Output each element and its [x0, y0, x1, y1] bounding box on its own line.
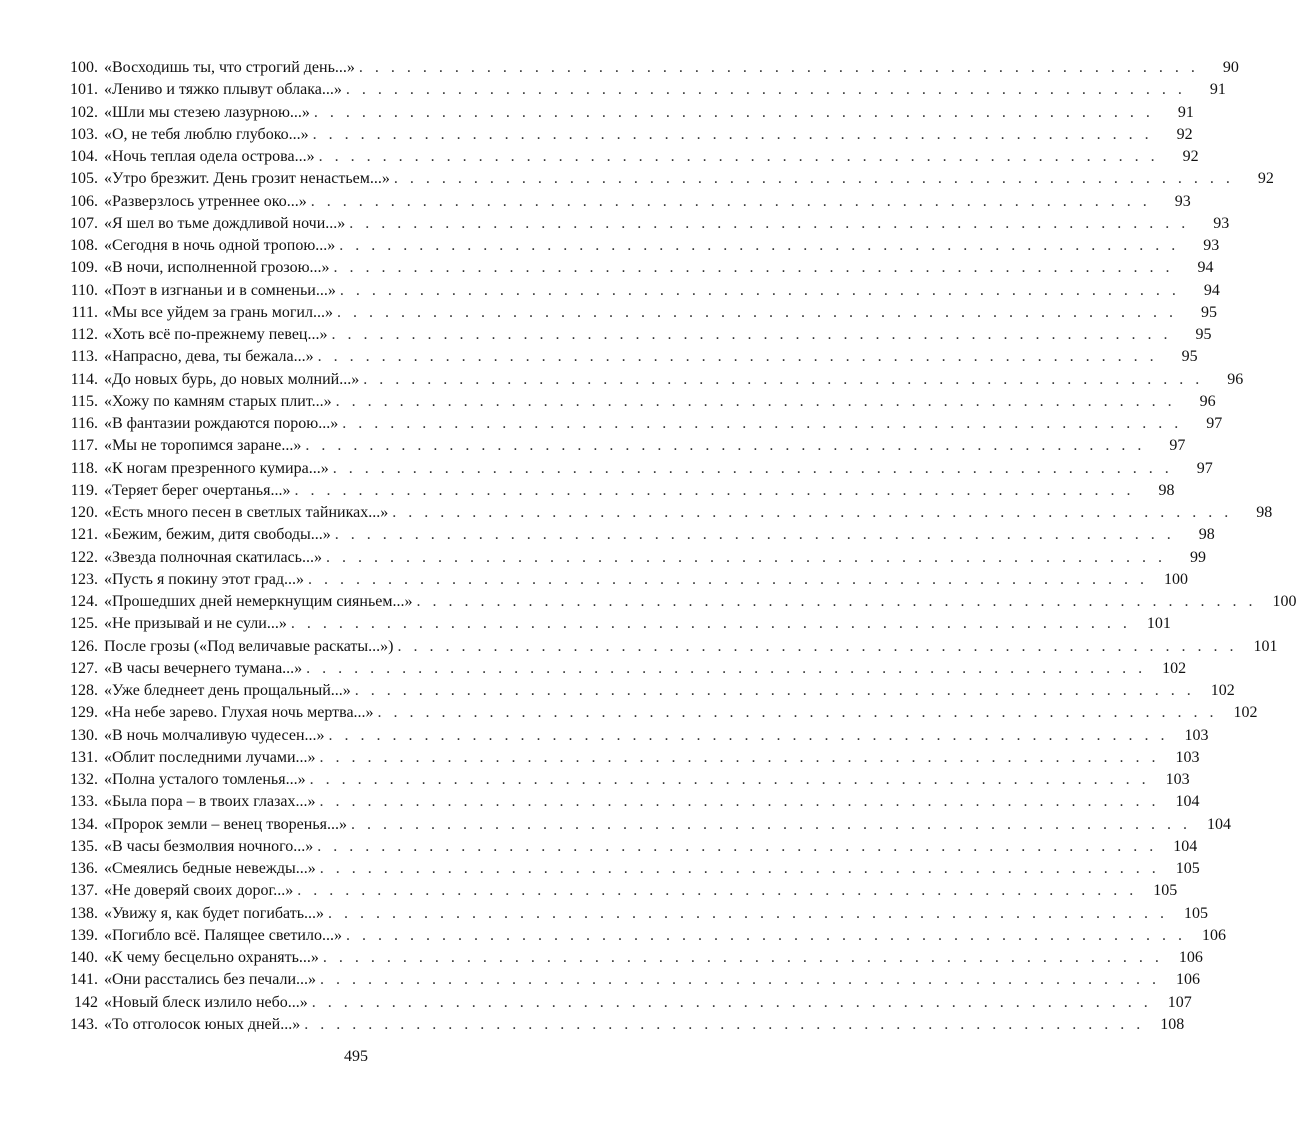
toc-entry — [56, 880, 1178, 902]
entry-page: 97 — [1169, 437, 1186, 455]
entry-number: 122. — [70, 548, 98, 566]
toc-entry — [56, 324, 1212, 346]
entry-title: «Теряет берег очертанья...» — [104, 481, 291, 499]
toc-entry — [56, 613, 1171, 635]
entry-page: 93 — [1174, 192, 1191, 210]
entry-title: «Утро брезжит. День грозит ненастьем...» — [104, 170, 390, 188]
entry-title: «Погибло всё. Палящее светило...» — [104, 926, 342, 944]
entry-number: 113. — [70, 348, 98, 366]
toc-entry — [56, 680, 1235, 702]
dot-leader — [337, 302, 1177, 324]
toc-entry — [56, 836, 1198, 858]
toc-entry — [56, 57, 1239, 79]
dot-leader — [336, 391, 1176, 413]
entry-number: 118. — [70, 459, 98, 477]
entry-number: 132. — [70, 771, 98, 789]
entry-page: 104 — [1173, 837, 1198, 855]
toc-entry — [56, 213, 1230, 235]
toc-entry — [56, 524, 1215, 546]
dot-leader — [335, 524, 1175, 546]
entry-title: «Прошедших дней немеркнущим сияньем...» — [104, 593, 413, 611]
entry-page: 103 — [1165, 771, 1190, 789]
entry-number: 131. — [70, 748, 98, 766]
entry-page: 106 — [1176, 971, 1201, 989]
dot-leader — [304, 1014, 1144, 1036]
entry-page: 95 — [1200, 303, 1217, 321]
dot-leader — [340, 280, 1180, 302]
dot-leader — [394, 168, 1234, 190]
entry-title: «Поэт в изгнаньи и в сомненьи...» — [104, 281, 336, 299]
entry-title: «Увижу я, как будет погибать...» — [104, 904, 325, 922]
entry-page: 99 — [1189, 548, 1206, 566]
toc-entry — [56, 369, 1244, 391]
entry-number: 138. — [70, 904, 98, 922]
entry-number: 134. — [70, 815, 98, 833]
entry-number: 133. — [70, 793, 98, 811]
entry-page: 91 — [1177, 103, 1194, 121]
entry-title: «К ногам презренного кумира...» — [104, 459, 329, 477]
toc-entry — [56, 235, 1220, 257]
entry-page: 98 — [1198, 526, 1215, 544]
entry-title: «Полна усталого томленья...» — [104, 771, 306, 789]
dot-leader — [314, 102, 1154, 124]
toc-entry — [56, 480, 1175, 502]
entry-title: После грозы («Под величавые раскаты...») — [104, 637, 394, 655]
toc-entry — [56, 725, 1209, 747]
dot-leader — [378, 702, 1218, 724]
table-of-contents — [56, 57, 1297, 1036]
toc-entry — [56, 969, 1201, 991]
dot-leader — [331, 324, 1171, 346]
dot-leader — [417, 591, 1257, 613]
toc-entry — [56, 636, 1278, 658]
toc-entry — [56, 858, 1200, 880]
dot-leader — [320, 791, 1160, 813]
toc-entry — [56, 458, 1213, 480]
dot-leader — [398, 636, 1238, 658]
entry-number: 109. — [70, 259, 98, 277]
entry-page: 101 — [1253, 637, 1278, 655]
toc-entry — [56, 658, 1187, 680]
dot-leader — [306, 658, 1146, 680]
entry-number: 112. — [70, 326, 98, 344]
toc-entry — [56, 413, 1223, 435]
entry-title: «Восходишь ты, что строгий день...» — [104, 59, 355, 77]
entry-page: 98 — [1158, 481, 1175, 499]
page-number: 495 — [344, 1048, 368, 1065]
entry-number: 124. — [70, 593, 98, 611]
entry-page: 100 — [1164, 570, 1188, 588]
toc-entry — [56, 391, 1216, 413]
entry-page: 108 — [1160, 1015, 1185, 1033]
entry-title: «В ночи, исполненной грозою...» — [104, 259, 330, 277]
dot-leader — [355, 680, 1195, 702]
entry-title: «Не доверяй своих дорог...» — [104, 882, 294, 900]
toc-entry — [56, 280, 1220, 302]
dot-leader — [328, 903, 1168, 925]
entry-number: 135. — [70, 837, 98, 855]
entry-page: 91 — [1209, 81, 1226, 99]
toc-entry — [56, 702, 1258, 724]
dot-leader — [320, 747, 1160, 769]
toc-entry — [56, 947, 1203, 969]
entry-number: 129. — [70, 704, 98, 722]
dot-leader — [349, 213, 1189, 235]
entry-title: «Новый блеск излило небо...» — [104, 993, 308, 1011]
entry-page: 98 — [1256, 504, 1273, 522]
dot-leader — [311, 191, 1151, 213]
entry-number: 117. — [70, 437, 98, 455]
entry-page: 90 — [1222, 59, 1239, 77]
entry-title: «Была пора – в твоих глазах...» — [104, 793, 316, 811]
entry-title: «Уже бледнеет день прощальный...» — [104, 682, 351, 700]
toc-entry — [56, 502, 1273, 524]
entry-number: 123. — [70, 570, 98, 588]
dot-leader — [346, 79, 1186, 101]
entry-page: 92 — [1257, 170, 1274, 188]
dot-leader — [310, 769, 1150, 791]
toc-entry — [56, 191, 1191, 213]
entry-page: 95 — [1181, 348, 1198, 366]
toc-entry — [56, 102, 1194, 124]
entry-number: 139. — [70, 926, 98, 944]
dot-leader — [346, 925, 1186, 947]
entry-page: 107 — [1167, 993, 1192, 1011]
entry-title: «Мы все уйдем за грань могил...» — [104, 303, 333, 321]
toc-entry — [56, 146, 1199, 168]
toc-entry — [56, 79, 1226, 101]
entry-number: 120. — [70, 504, 98, 522]
entry-number: 115. — [70, 392, 98, 410]
entry-number: 100. — [70, 59, 98, 77]
entry-number: 143. — [70, 1015, 98, 1033]
entry-title: «В фантазии рождаются порою...» — [104, 415, 339, 433]
dot-leader — [305, 435, 1145, 457]
entry-page: 97 — [1206, 415, 1223, 433]
dot-leader — [320, 969, 1160, 991]
entry-page: 103 — [1184, 726, 1209, 744]
entry-page: 96 — [1227, 370, 1244, 388]
entry-number: 126. — [70, 637, 98, 655]
dot-leader — [320, 858, 1160, 880]
entry-page: 92 — [1176, 125, 1193, 143]
dot-leader — [339, 235, 1179, 257]
toc-entry — [56, 435, 1186, 457]
toc-entry — [56, 346, 1198, 368]
entry-page: 102 — [1210, 682, 1235, 700]
entry-title: «До новых бурь, до новых молний...» — [104, 370, 360, 388]
entry-number: 108. — [70, 237, 98, 255]
toc-entry — [56, 992, 1192, 1014]
entry-title: «К чему бесцельно охранять...» — [104, 949, 319, 967]
entry-number: 104. — [70, 148, 98, 166]
entry-number: 119. — [70, 481, 98, 499]
entry-number: 105. — [70, 170, 98, 188]
entry-title: «Есть много песен в светлых тайниках...» — [104, 504, 389, 522]
entry-title: «Сегодня в ночь одной тропою...» — [104, 237, 336, 255]
entry-number: 125. — [70, 615, 98, 633]
entry-title: «Лениво и тяжко плывут облака...» — [104, 81, 342, 99]
entry-title: «Облит последними лучами...» — [104, 748, 316, 766]
entry-number: 103. — [70, 125, 98, 143]
entry-page: 104 — [1206, 815, 1231, 833]
dot-leader — [342, 413, 1182, 435]
toc-entry — [56, 591, 1297, 613]
entry-title: «Хожу по камням старых плит...» — [104, 392, 332, 410]
entry-title: «Я шел во тьме дождливой ночи...» — [104, 214, 346, 232]
entry-page: 92 — [1182, 148, 1199, 166]
dot-leader — [297, 880, 1137, 902]
entry-title: «Бежим, бежим, дитя свободы...» — [104, 526, 331, 544]
dot-leader — [326, 547, 1166, 569]
entry-title: «Хоть всё по-прежнему певец...» — [104, 326, 328, 344]
entry-number: 127. — [70, 659, 98, 677]
entry-number: 107. — [70, 214, 98, 232]
dot-leader — [313, 124, 1153, 146]
toc-entry — [56, 569, 1188, 591]
entry-page: 104 — [1175, 793, 1200, 811]
entry-title: «Пророк земли – венец творенья...» — [104, 815, 347, 833]
dot-leader — [334, 257, 1174, 279]
toc-entry — [56, 747, 1200, 769]
entry-number: 111. — [71, 303, 98, 321]
entry-number: 141. — [70, 971, 98, 989]
entry-number: 116. — [70, 415, 98, 433]
entry-number: 114. — [70, 370, 98, 388]
entry-page: 93 — [1213, 214, 1230, 232]
entry-page: 103 — [1175, 748, 1200, 766]
entry-page: 106 — [1201, 926, 1226, 944]
entry-title: «Не призывай и не сули...» — [104, 615, 287, 633]
entry-number: 101. — [70, 81, 98, 99]
toc-entry — [56, 925, 1226, 947]
dot-leader — [392, 502, 1232, 524]
entry-title: «Ночь теплая одела острова...» — [104, 148, 315, 166]
entry-title: «В часы вечернего тумана...» — [104, 659, 303, 677]
dot-leader — [351, 814, 1191, 836]
entry-page: 105 — [1175, 860, 1200, 878]
toc-entry — [56, 547, 1206, 569]
entry-title: «То отголосок юных дней...» — [104, 1015, 301, 1033]
entry-title: «О, не тебя люблю глубоко...» — [104, 125, 309, 143]
entry-title: «Смеялись бедные невежды...» — [104, 860, 316, 878]
entry-page: 93 — [1203, 237, 1220, 255]
dot-leader — [318, 346, 1158, 368]
entry-number: 137. — [70, 882, 98, 900]
entry-title: «Они расстались без печали...» — [104, 971, 317, 989]
entry-title: «Мы не торопимся заране...» — [104, 437, 302, 455]
entry-number: 128. — [70, 682, 98, 700]
entry-page: 94 — [1203, 281, 1220, 299]
toc-entry — [56, 814, 1231, 836]
entry-number: 136. — [70, 860, 98, 878]
entry-title: «Разверзлось утреннее око...» — [104, 192, 307, 210]
entry-number: 130. — [70, 726, 98, 744]
toc-entry — [56, 257, 1214, 279]
entry-page: 105 — [1153, 882, 1178, 900]
entry-number: 110. — [70, 281, 98, 299]
entry-title: «В часы безмолвия ночного...» — [104, 837, 314, 855]
entry-title: «Шли мы стезею лазурною...» — [104, 103, 310, 121]
entry-page: 95 — [1195, 326, 1212, 344]
entry-title: «Звезда полночная скатилась...» — [104, 548, 322, 566]
entry-title: «Напрасно, дева, ты бежала...» — [104, 348, 314, 366]
toc-entry — [56, 302, 1217, 324]
entry-page: 102 — [1233, 704, 1258, 722]
toc-entry — [56, 903, 1209, 925]
toc-entry — [56, 1014, 1185, 1036]
toc-entry — [56, 168, 1274, 190]
dot-leader — [308, 569, 1148, 591]
dot-leader — [329, 725, 1169, 747]
dot-leader — [323, 947, 1163, 969]
dot-leader — [333, 458, 1173, 480]
toc-entry — [56, 769, 1190, 791]
entry-title: «В ночь молчаливую чудесен...» — [104, 726, 325, 744]
entry-number: 102. — [70, 103, 98, 121]
entry-title: «На небе зарево. Глухая ночь мертва...» — [104, 704, 374, 722]
entry-title: «Пусть я покину этот град...» — [104, 570, 304, 588]
entry-page: 102 — [1162, 659, 1187, 677]
entry-page: 96 — [1199, 392, 1216, 410]
toc-entry — [56, 124, 1193, 146]
dot-leader — [359, 57, 1199, 79]
dot-leader — [291, 613, 1131, 635]
entry-page: 106 — [1178, 949, 1203, 967]
dot-leader — [319, 146, 1159, 168]
dot-leader — [294, 480, 1134, 502]
entry-page: 100 — [1272, 593, 1297, 611]
entry-number: 140. — [70, 949, 98, 967]
entry-page: 105 — [1184, 904, 1209, 922]
entry-page: 101 — [1146, 615, 1171, 633]
toc-entry — [56, 791, 1200, 813]
entry-page: 97 — [1196, 459, 1213, 477]
entry-page: 94 — [1197, 259, 1214, 277]
entry-number: 121. — [70, 526, 98, 544]
dot-leader — [317, 836, 1157, 858]
entry-number: 106. — [70, 192, 98, 210]
dot-leader — [312, 992, 1152, 1014]
dot-leader — [363, 369, 1203, 391]
entry-number: 142 — [74, 993, 98, 1011]
